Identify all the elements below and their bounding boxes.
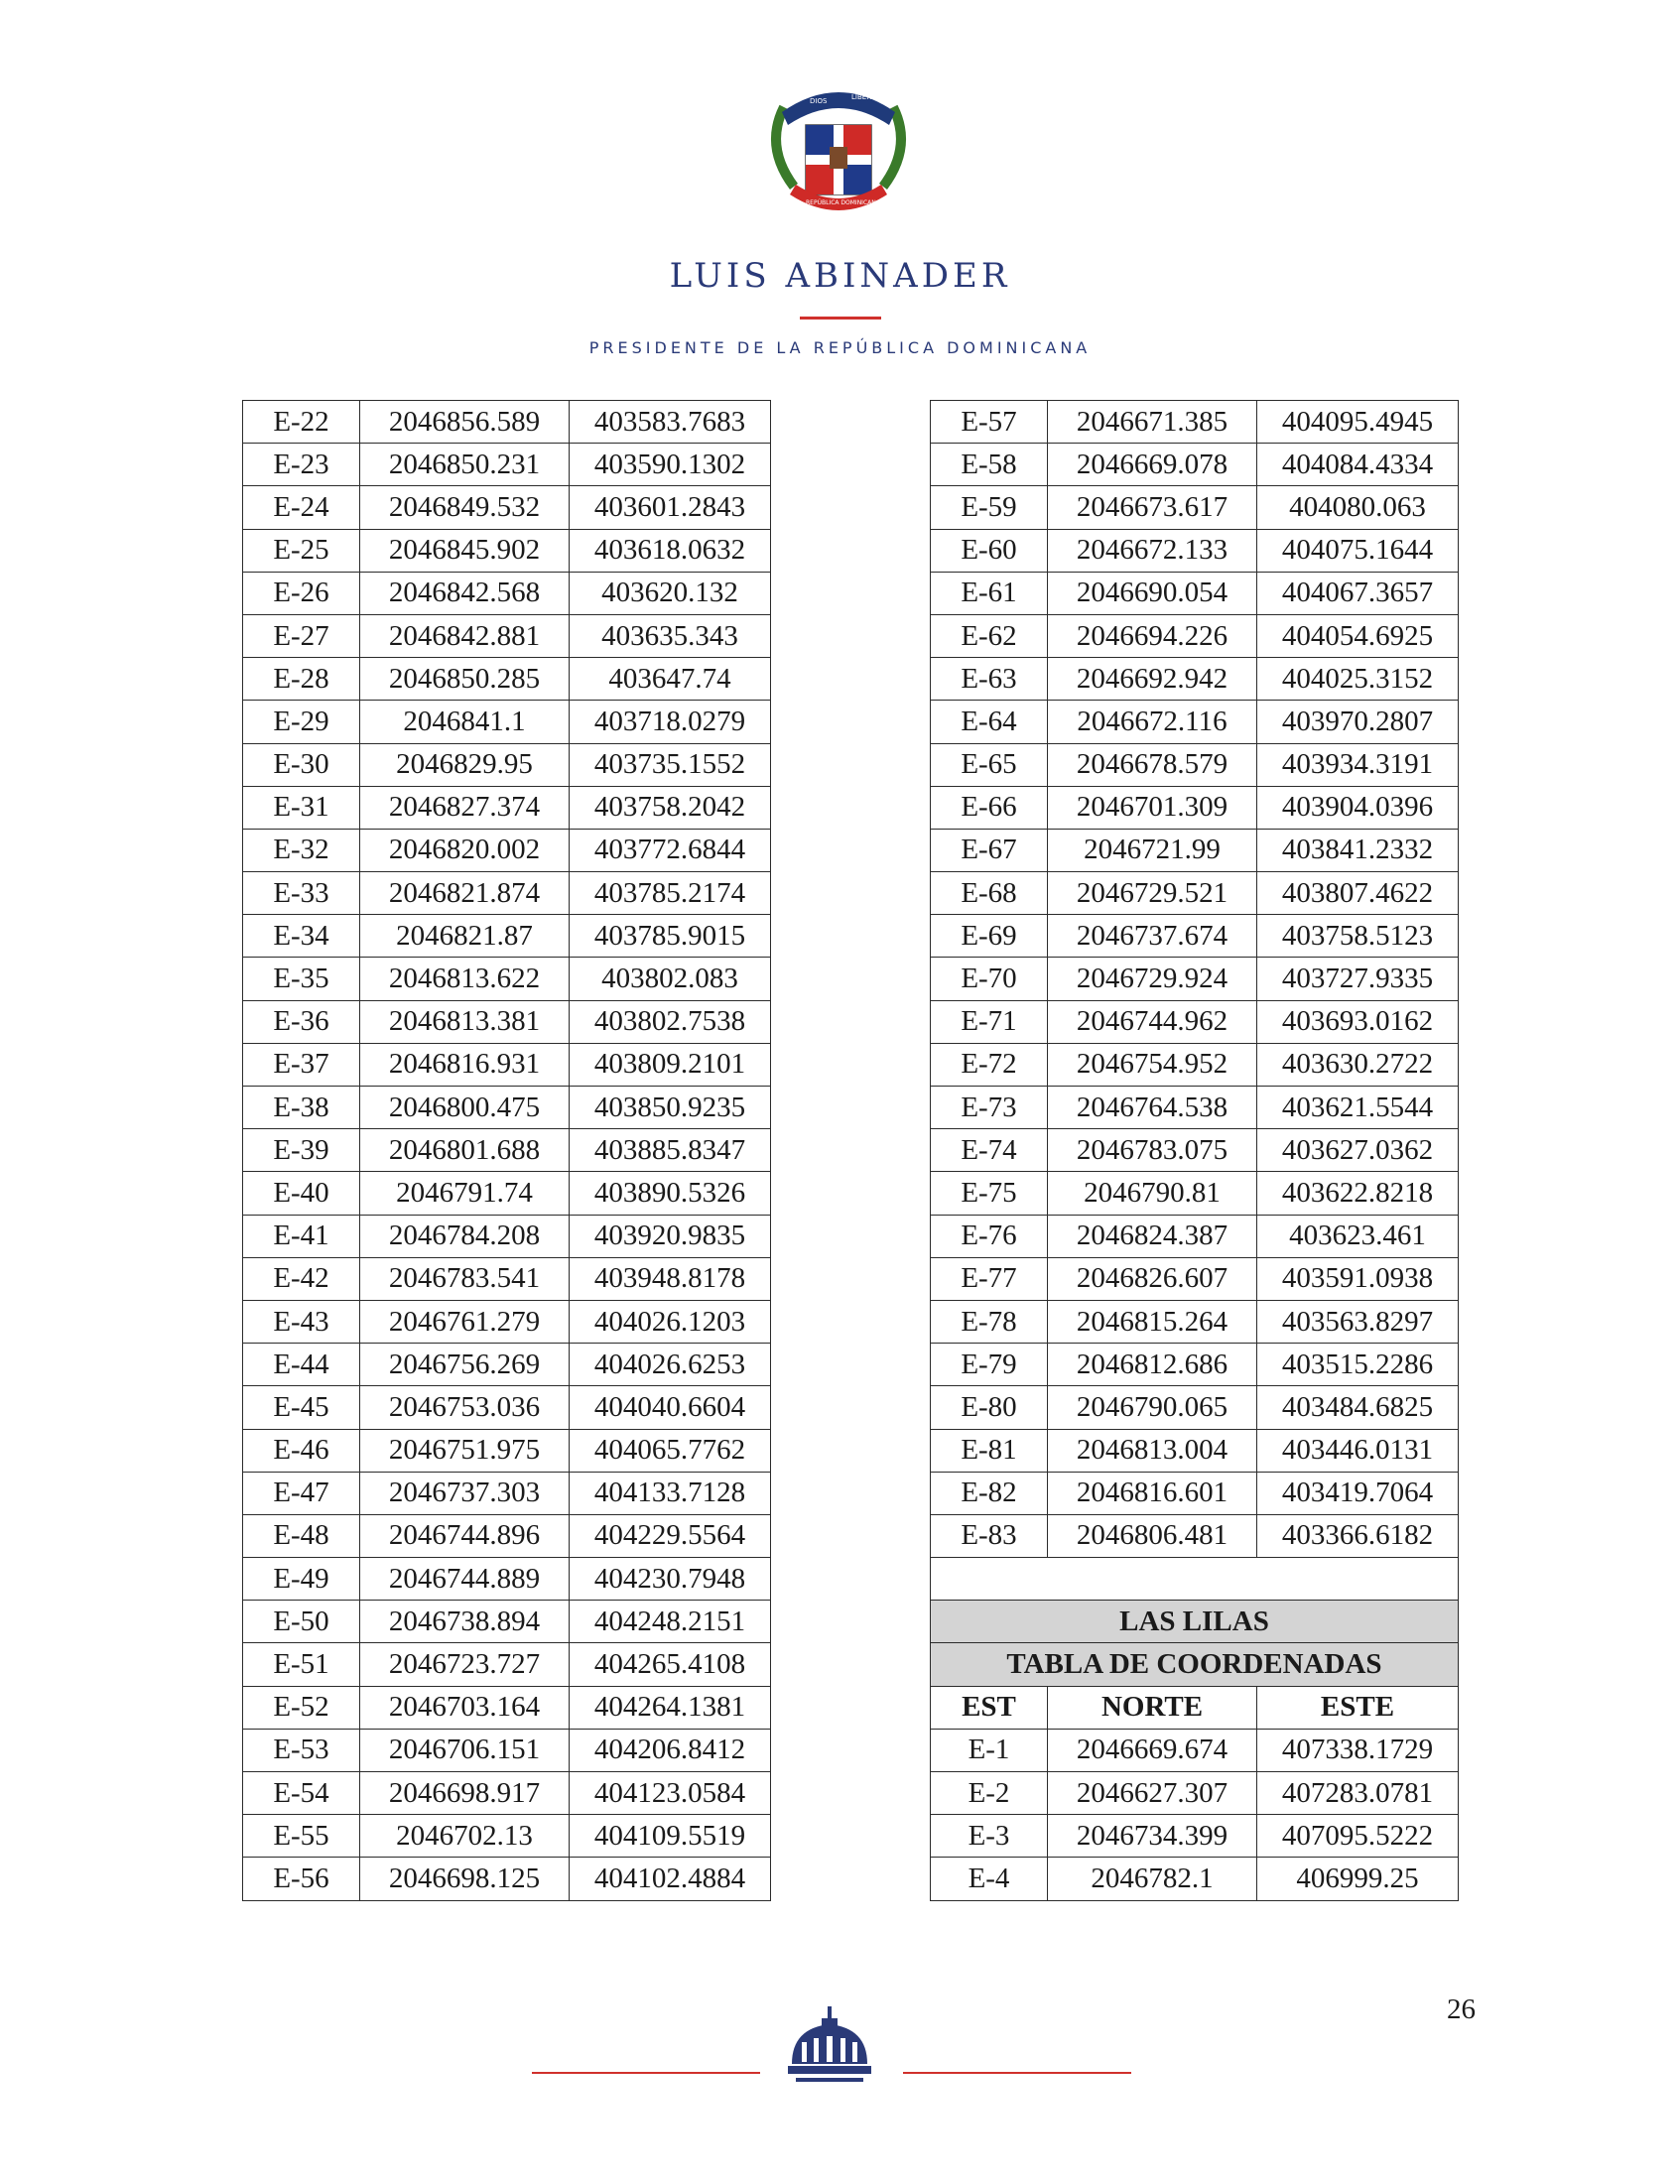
right-table-station-cell: E-82 [931, 1472, 1048, 1514]
right-table-row [931, 1043, 1459, 1086]
right-table-norte-cell: 2046672.116 [1048, 701, 1257, 743]
left-table-station-cell: E-23 [243, 444, 360, 486]
left-table-norte-cell: 2046821.87 [360, 915, 570, 958]
las-lilas-row [931, 1772, 1459, 1815]
right-table-station-cell: E-72 [931, 1043, 1048, 1086]
right-table-norte-cell: 2046815.264 [1048, 1300, 1257, 1343]
right-table-station-cell: E-58 [931, 444, 1048, 486]
left-table-row [243, 1043, 771, 1086]
right-table-station-cell: E-65 [931, 743, 1048, 786]
left-table-station-cell: E-30 [243, 743, 360, 786]
right-table-este-cell: 403627.0362 [1257, 1129, 1459, 1172]
right-table-este-cell: 403841.2332 [1257, 829, 1459, 871]
left-table-row [243, 1129, 771, 1172]
right-table-row [931, 958, 1459, 1000]
right-table-row [931, 872, 1459, 915]
right-table-row [931, 444, 1459, 486]
left-table-row [243, 1172, 771, 1215]
seal-motto-libertad: LIBERTAD [851, 93, 885, 101]
seal-motto-dios: DIOS [810, 97, 828, 105]
left-table-este-cell: 404265.4108 [570, 1643, 771, 1686]
right-table-station-cell: E-67 [931, 829, 1048, 871]
right-table-este-cell: 404084.4334 [1257, 444, 1459, 486]
left-table-station-cell: E-55 [243, 1815, 360, 1858]
left-table-este-cell: 404109.5519 [570, 1815, 771, 1858]
issuer-name: LUIS ABINADER [669, 256, 1011, 296]
left-table-station-cell: E-36 [243, 1000, 360, 1043]
left-table-station-cell: E-25 [243, 529, 360, 572]
column-header-est: EST [931, 1686, 1048, 1729]
coordinates-table-left [242, 400, 771, 1901]
left-table-row [243, 614, 771, 657]
coat-of-arms-seal [754, 67, 923, 226]
right-table-row [931, 1257, 1459, 1300]
left-table-station-cell: E-43 [243, 1300, 360, 1343]
right-table-row [931, 1087, 1459, 1129]
left-table-norte-cell: 2046698.125 [360, 1858, 570, 1900]
left-table-este-cell: 403785.2174 [570, 872, 771, 915]
right-table-norte-cell: 2046824.387 [1048, 1215, 1257, 1257]
left-table-este-cell: 404229.5564 [570, 1514, 771, 1557]
right-table-station-cell: E-70 [931, 958, 1048, 1000]
left-table-row [243, 1729, 771, 1771]
left-table-station-cell: E-34 [243, 915, 360, 958]
left-table-norte-cell: 2046744.896 [360, 1514, 570, 1557]
left-table-row [243, 1815, 771, 1858]
left-table-station-cell: E-42 [243, 1257, 360, 1300]
left-table-norte-cell: 2046829.95 [360, 743, 570, 786]
las-lilas-row [931, 1815, 1459, 1858]
right-table-station-cell: E-68 [931, 872, 1048, 915]
right-table-row [931, 1129, 1459, 1172]
left-table-norte-cell: 2046813.381 [360, 1000, 570, 1043]
coordinates-table-right [930, 400, 1459, 1901]
right-table-row [931, 1300, 1459, 1343]
las-lilas-station-cell: E-2 [931, 1772, 1048, 1815]
las-lilas-este-cell: 407338.1729 [1257, 1729, 1459, 1771]
left-table-este-cell: 403850.9235 [570, 1087, 771, 1129]
right-table-norte-cell: 2046729.924 [1048, 958, 1257, 1000]
right-table-norte-cell: 2046783.075 [1048, 1129, 1257, 1172]
spacer-cell [931, 1558, 1459, 1601]
left-table-norte-cell: 2046850.285 [360, 658, 570, 701]
right-table-row [931, 401, 1459, 444]
left-table-row [243, 701, 771, 743]
right-table-station-cell: E-75 [931, 1172, 1048, 1215]
left-table-row [243, 1686, 771, 1729]
las-lilas-este-cell: 407283.0781 [1257, 1772, 1459, 1815]
right-table-norte-cell: 2046678.579 [1048, 743, 1257, 786]
left-table-norte-cell: 2046821.874 [360, 872, 570, 915]
right-table-norte-cell: 2046754.952 [1048, 1043, 1257, 1086]
left-table-station-cell: E-28 [243, 658, 360, 701]
las-lilas-title-row [931, 1601, 1459, 1643]
left-table-row [243, 1643, 771, 1686]
right-table-station-cell: E-57 [931, 401, 1048, 444]
right-table-station-cell: E-71 [931, 1000, 1048, 1043]
left-table-este-cell: 404102.4884 [570, 1858, 771, 1900]
right-table-este-cell: 403591.0938 [1257, 1257, 1459, 1300]
las-lilas-este-cell: 407095.5222 [1257, 1815, 1459, 1858]
left-table-este-cell: 404026.6253 [570, 1344, 771, 1386]
left-table-norte-cell: 2046723.727 [360, 1643, 570, 1686]
left-table-row [243, 1601, 771, 1643]
left-table-row [243, 786, 771, 829]
left-table-norte-cell: 2046800.475 [360, 1087, 570, 1129]
las-lilas-station-cell: E-1 [931, 1729, 1048, 1771]
left-table-row [243, 401, 771, 444]
left-table-este-cell: 404026.1203 [570, 1300, 771, 1343]
left-table-station-cell: E-46 [243, 1429, 360, 1472]
right-table-norte-cell: 2046669.078 [1048, 444, 1257, 486]
right-table-norte-cell: 2046671.385 [1048, 401, 1257, 444]
right-table-norte-cell: 2046673.617 [1048, 486, 1257, 529]
left-table-station-cell: E-32 [243, 829, 360, 871]
right-table-station-cell: E-69 [931, 915, 1048, 958]
left-table-este-cell: 404264.1381 [570, 1686, 771, 1729]
right-table-station-cell: E-80 [931, 1386, 1048, 1429]
left-table-norte-cell: 2046791.74 [360, 1172, 570, 1215]
left-table-station-cell: E-45 [243, 1386, 360, 1429]
left-table-norte-cell: 2046856.589 [360, 401, 570, 444]
right-table-norte-cell: 2046694.226 [1048, 614, 1257, 657]
seal-ribbon-text: REPÚBLICA DOMINICANA [806, 199, 880, 206]
left-table-norte-cell: 2046827.374 [360, 786, 570, 829]
right-table-station-cell: E-61 [931, 572, 1048, 614]
left-table-row [243, 1558, 771, 1601]
las-lilas-este-cell: 406999.25 [1257, 1858, 1459, 1900]
footer-rule-right [903, 2072, 1131, 2074]
left-table-row [243, 529, 771, 572]
left-table-norte-cell: 2046784.208 [360, 1215, 570, 1257]
left-table-station-cell: E-44 [243, 1344, 360, 1386]
right-table-row [931, 1514, 1459, 1557]
right-table-este-cell: 404067.3657 [1257, 572, 1459, 614]
left-table-este-cell: 404230.7948 [570, 1558, 771, 1601]
right-table-row [931, 1429, 1459, 1472]
left-table-este-cell: 403718.0279 [570, 701, 771, 743]
right-table-row [931, 915, 1459, 958]
right-table-station-cell: E-76 [931, 1215, 1048, 1257]
seal-motto-patria: PATRIA [830, 85, 854, 93]
column-header-norte: NORTE [1048, 1686, 1257, 1729]
left-table-norte-cell: 2046761.279 [360, 1300, 570, 1343]
left-table-este-cell: 403809.2101 [570, 1043, 771, 1086]
left-table-station-cell: E-50 [243, 1601, 360, 1643]
left-table-norte-cell: 2046801.688 [360, 1129, 570, 1172]
right-table-row [931, 1386, 1459, 1429]
left-table-station-cell: E-40 [243, 1172, 360, 1215]
left-table-norte-cell: 2046703.164 [360, 1686, 570, 1729]
left-table-station-cell: E-52 [243, 1686, 360, 1729]
las-lilas-subtitle-row [931, 1643, 1459, 1686]
right-table-station-cell: E-64 [931, 701, 1048, 743]
left-table-station-cell: E-56 [243, 1858, 360, 1900]
left-table-row [243, 743, 771, 786]
right-table-este-cell: 403693.0162 [1257, 1000, 1459, 1043]
left-table-row [243, 572, 771, 614]
left-table-row [243, 1472, 771, 1514]
right-table-este-cell: 403622.8218 [1257, 1172, 1459, 1215]
right-table-norte-cell: 2046729.521 [1048, 872, 1257, 915]
right-table-station-cell: E-77 [931, 1257, 1048, 1300]
las-lilas-norte-cell: 2046627.307 [1048, 1772, 1257, 1815]
right-table-norte-cell: 2046737.674 [1048, 915, 1257, 958]
left-table-station-cell: E-33 [243, 872, 360, 915]
page-number: 26 [1447, 1993, 1476, 2025]
las-lilas-header-row [931, 1686, 1459, 1729]
right-table-este-cell: 403621.5544 [1257, 1087, 1459, 1129]
las-lilas-title: LAS LILAS [931, 1601, 1459, 1643]
left-table-station-cell: E-37 [243, 1043, 360, 1086]
left-table-este-cell: 403635.343 [570, 614, 771, 657]
left-table-este-cell: 404248.2151 [570, 1601, 771, 1643]
right-table-norte-cell: 2046721.99 [1048, 829, 1257, 871]
left-table-norte-cell: 2046738.894 [360, 1601, 570, 1643]
left-table-row [243, 1858, 771, 1900]
right-table-norte-cell: 2046806.481 [1048, 1514, 1257, 1557]
right-table-este-cell: 403366.6182 [1257, 1514, 1459, 1557]
right-table-row [931, 829, 1459, 871]
left-table-este-cell: 404040.6604 [570, 1386, 771, 1429]
right-table-station-cell: E-73 [931, 1087, 1048, 1129]
left-table-este-cell: 403885.8347 [570, 1129, 771, 1172]
column-header-este: ESTE [1257, 1686, 1459, 1729]
left-table-row [243, 1429, 771, 1472]
left-table-norte-cell: 2046706.151 [360, 1729, 570, 1771]
left-table-este-cell: 404133.7128 [570, 1472, 771, 1514]
right-table-station-cell: E-59 [931, 486, 1048, 529]
right-table-row [931, 529, 1459, 572]
right-table-station-cell: E-66 [931, 786, 1048, 829]
left-table-norte-cell: 2046813.622 [360, 958, 570, 1000]
right-table-norte-cell: 2046764.538 [1048, 1087, 1257, 1129]
left-table-station-cell: E-31 [243, 786, 360, 829]
right-table-norte-cell: 2046744.962 [1048, 1000, 1257, 1043]
right-table-este-cell: 403515.2286 [1257, 1344, 1459, 1386]
left-table-norte-cell: 2046753.036 [360, 1386, 570, 1429]
right-table-station-cell: E-79 [931, 1344, 1048, 1386]
right-table-row [931, 486, 1459, 529]
right-table-row [931, 701, 1459, 743]
right-table-station-cell: E-78 [931, 1300, 1048, 1343]
left-table-norte-cell: 2046744.889 [360, 1558, 570, 1601]
left-table-station-cell: E-47 [243, 1472, 360, 1514]
footer-rule-left [532, 2072, 760, 2074]
right-table-norte-cell: 2046790.81 [1048, 1172, 1257, 1215]
las-lilas-row [931, 1729, 1459, 1771]
left-table-este-cell: 403920.9835 [570, 1215, 771, 1257]
right-table-norte-cell: 2046692.942 [1048, 658, 1257, 701]
left-table-station-cell: E-22 [243, 401, 360, 444]
right-table-norte-cell: 2046790.065 [1048, 1386, 1257, 1429]
right-table-norte-cell: 2046690.054 [1048, 572, 1257, 614]
left-table-row [243, 1772, 771, 1815]
left-table-station-cell: E-41 [243, 1215, 360, 1257]
left-table-station-cell: E-51 [243, 1643, 360, 1686]
las-lilas-section [931, 1558, 1459, 1730]
right-table-norte-cell: 2046812.686 [1048, 1344, 1257, 1386]
right-table-norte-cell: 2046672.133 [1048, 529, 1257, 572]
left-table-row [243, 829, 771, 871]
right-table-row [931, 743, 1459, 786]
right-table-este-cell: 403934.3191 [1257, 743, 1459, 786]
left-table-station-cell: E-39 [243, 1129, 360, 1172]
left-table-row [243, 444, 771, 486]
right-table-row [931, 1000, 1459, 1043]
left-table-este-cell: 403601.2843 [570, 486, 771, 529]
left-table-este-cell: 403647.74 [570, 658, 771, 701]
left-table-este-cell: 403618.0632 [570, 529, 771, 572]
left-table-row [243, 486, 771, 529]
left-table-row [243, 1087, 771, 1129]
las-lilas-row [931, 1858, 1459, 1900]
left-table-este-cell: 403802.083 [570, 958, 771, 1000]
left-table-station-cell: E-29 [243, 701, 360, 743]
left-table-este-cell: 403890.5326 [570, 1172, 771, 1215]
spacer-row [931, 1558, 1459, 1601]
las-lilas-subtitle: TABLA DE COORDENADAS [931, 1643, 1459, 1686]
left-table-norte-cell: 2046842.568 [360, 572, 570, 614]
left-table-row [243, 1386, 771, 1429]
left-table-norte-cell: 2046751.975 [360, 1429, 570, 1472]
right-table-station-cell: E-63 [931, 658, 1048, 701]
right-table-row [931, 1172, 1459, 1215]
right-table-station-cell: E-62 [931, 614, 1048, 657]
left-table-norte-cell: 2046756.269 [360, 1344, 570, 1386]
palace-dome-icon [784, 2006, 875, 2088]
right-table-este-cell: 404025.3152 [1257, 658, 1459, 701]
right-table-row [931, 1215, 1459, 1257]
left-table-norte-cell: 2046698.917 [360, 1772, 570, 1815]
left-table-row [243, 1215, 771, 1257]
left-table-este-cell: 403772.6844 [570, 829, 771, 871]
left-table-norte-cell: 2046702.13 [360, 1815, 570, 1858]
right-table-row [931, 786, 1459, 829]
right-table-row [931, 658, 1459, 701]
right-table-row [931, 614, 1459, 657]
right-table-norte-cell: 2046816.601 [1048, 1472, 1257, 1514]
left-table-norte-cell: 2046783.541 [360, 1257, 570, 1300]
left-table-station-cell: E-27 [243, 614, 360, 657]
right-table-este-cell: 404054.6925 [1257, 614, 1459, 657]
left-table-station-cell: E-54 [243, 1772, 360, 1815]
left-table-row [243, 1000, 771, 1043]
issuer-title: PRESIDENTE DE LA REPÚBLICA DOMINICANA [588, 338, 1092, 357]
las-lilas-station-cell: E-4 [931, 1858, 1048, 1900]
left-table-este-cell: 404123.0584 [570, 1772, 771, 1815]
right-table-este-cell: 404080.063 [1257, 486, 1459, 529]
left-table-station-cell: E-35 [243, 958, 360, 1000]
right-table-este-cell: 403807.4622 [1257, 872, 1459, 915]
right-table-station-cell: E-81 [931, 1429, 1048, 1472]
left-table-este-cell: 404206.8412 [570, 1729, 771, 1771]
right-table-este-cell: 404075.1644 [1257, 529, 1459, 572]
right-table-este-cell: 403904.0396 [1257, 786, 1459, 829]
left-table-este-cell: 403802.7538 [570, 1000, 771, 1043]
left-table-row [243, 1514, 771, 1557]
left-table-row [243, 1344, 771, 1386]
las-lilas-station-cell: E-3 [931, 1815, 1048, 1858]
right-table-row [931, 1344, 1459, 1386]
left-table-norte-cell: 2046737.303 [360, 1472, 570, 1514]
las-lilas-norte-cell: 2046669.674 [1048, 1729, 1257, 1771]
left-table-norte-cell: 2046841.1 [360, 701, 570, 743]
left-table-norte-cell: 2046845.902 [360, 529, 570, 572]
right-table-norte-cell: 2046701.309 [1048, 786, 1257, 829]
left-table-este-cell: 403948.8178 [570, 1257, 771, 1300]
right-table-este-cell: 403727.9335 [1257, 958, 1459, 1000]
left-table-este-cell: 403590.1302 [570, 444, 771, 486]
left-table-row [243, 915, 771, 958]
right-table-norte-cell: 2046826.607 [1048, 1257, 1257, 1300]
left-table-row [243, 872, 771, 915]
left-table-este-cell: 403785.9015 [570, 915, 771, 958]
left-table-station-cell: E-53 [243, 1729, 360, 1771]
las-lilas-norte-cell: 2046734.399 [1048, 1815, 1257, 1858]
right-table-este-cell: 403758.5123 [1257, 915, 1459, 958]
left-table-station-cell: E-49 [243, 1558, 360, 1601]
right-table-este-cell: 403484.6825 [1257, 1386, 1459, 1429]
left-table-este-cell: 404065.7762 [570, 1429, 771, 1472]
left-table-station-cell: E-26 [243, 572, 360, 614]
left-table-row [243, 1257, 771, 1300]
left-table-row [243, 1300, 771, 1343]
right-table-norte-cell: 2046813.004 [1048, 1429, 1257, 1472]
left-table-row [243, 658, 771, 701]
right-table-station-cell: E-60 [931, 529, 1048, 572]
name-underline [800, 317, 881, 320]
left-table-row [243, 958, 771, 1000]
left-table-station-cell: E-48 [243, 1514, 360, 1557]
right-table-row [931, 1472, 1459, 1514]
right-table-este-cell: 403446.0131 [1257, 1429, 1459, 1472]
right-table-este-cell: 403970.2807 [1257, 701, 1459, 743]
left-table-station-cell: E-38 [243, 1087, 360, 1129]
left-table-norte-cell: 2046849.532 [360, 486, 570, 529]
right-table-este-cell: 403630.2722 [1257, 1043, 1459, 1086]
right-table-station-cell: E-83 [931, 1514, 1048, 1557]
right-table-este-cell: 404095.4945 [1257, 401, 1459, 444]
right-table-este-cell: 403623.461 [1257, 1215, 1459, 1257]
left-table-station-cell: E-24 [243, 486, 360, 529]
right-table-row [931, 572, 1459, 614]
left-table-este-cell: 403620.132 [570, 572, 771, 614]
right-table-station-cell: E-74 [931, 1129, 1048, 1172]
right-table-este-cell: 403563.8297 [1257, 1300, 1459, 1343]
left-table-este-cell: 403583.7683 [570, 401, 771, 444]
left-table-este-cell: 403735.1552 [570, 743, 771, 786]
las-lilas-norte-cell: 2046782.1 [1048, 1858, 1257, 1900]
left-table-este-cell: 403758.2042 [570, 786, 771, 829]
left-table-norte-cell: 2046850.231 [360, 444, 570, 486]
left-table-norte-cell: 2046820.002 [360, 829, 570, 871]
left-table-norte-cell: 2046842.881 [360, 614, 570, 657]
right-table-este-cell: 403419.7064 [1257, 1472, 1459, 1514]
left-table-norte-cell: 2046816.931 [360, 1043, 570, 1086]
